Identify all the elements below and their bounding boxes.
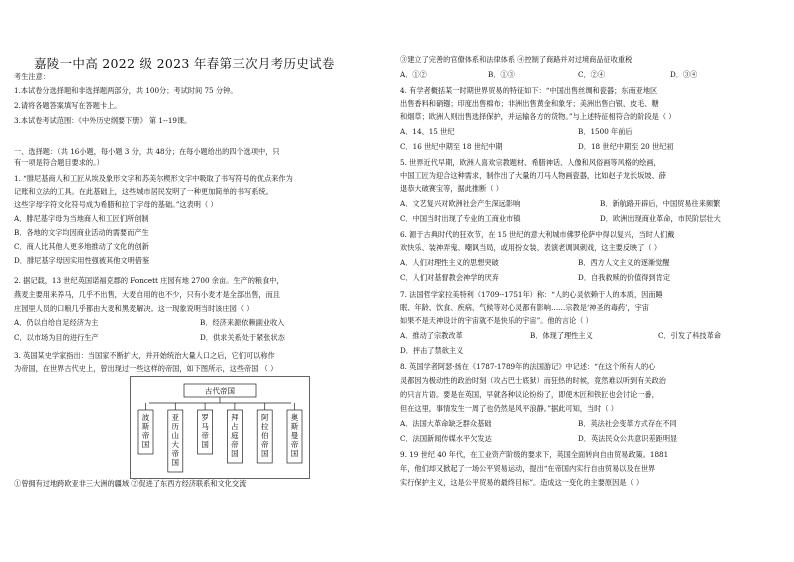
q5-option-d: D．欧洲出现商业革命，市民阶层壮大	[600, 214, 721, 223]
q7-line1: 7. 法国哲学家拉美特利（1709--1751年）称：“人的心灵依赖于人的本质，因而睡	[400, 290, 663, 299]
q7-line2: 眠、年龄、饮食、疾病、气候等对心灵都有影响……宗教是‘神圣的毒药’，宇宙	[400, 303, 649, 312]
q1-line1: 1. “腓尼基商人和工匠从埃及象形文字和苏美尔楔形文字中吸取了书写符号的优点来作为	[14, 174, 293, 183]
empire-diagram	[130, 376, 310, 479]
q1-option-b: B．各地的文字均因商业活动的需要而产生	[14, 228, 149, 237]
diagram-child-label-5: 奥斯曼帝国	[290, 413, 299, 458]
q9-line2: 年，他们却又掀起了一场公平贸易运动，提出“在帝国内实行自由贸易以及在世界	[400, 464, 656, 473]
q8-option-d: D．英法民众公共意识差距明显	[578, 434, 678, 443]
q2-option-c: C．以市场为目的进行生产	[14, 333, 99, 342]
q8-option-a: A．法国大革命缺乏群众基础	[400, 419, 492, 428]
q4-option-a: A．14、15 世纪	[400, 127, 455, 136]
q2-option-b: B．经济来源依赖副业收入	[200, 318, 285, 327]
q3-line2: 为帝国，在世界古代史上，曾出现过一些这样的帝国，如下图所示，这些帝国 （ ）	[14, 364, 278, 373]
q8-line2: 灵都因为极动性的政治时刻（攻占巴士底狱）而狂热的时候，竟然难以听到有关政治	[400, 376, 666, 385]
notice-1: 1.本试卷分选择题和非选择题两部分，共 100分；考试时间 75 分钟。	[14, 86, 238, 95]
section1-line1: 一、选择题：（共 16小题，每小题 3 分，共 48分；在每小题给出的四个选项中，只	[14, 147, 280, 156]
q5-option-c: C．中国当时出现了专业的工商业市镇	[400, 214, 521, 223]
q3-line1: 3. 英国某史学家指出：当国家不断扩大，并开始统治大量人口之后，它们可以称作	[14, 351, 275, 360]
q5-line2: 中国工匠为迎合这种需求，制作出了大量的刀马人物画瓷器，比如赵子龙长坂坡、薛	[400, 171, 666, 180]
q3-option-a: A．①②	[400, 70, 427, 79]
q4-option-b: B．1500 年前后	[578, 127, 633, 136]
q7-option-c: C．引发了科技革命	[658, 331, 722, 340]
q2-line3: 庄园里人员的口粮几乎都由大麦和黑麦解决。这一现象说明当时该庄园（ ）	[14, 304, 254, 313]
q3-option-c: C．②④	[578, 70, 606, 79]
q6-option-b: B．西方人文主义的逐渐觉醒	[578, 258, 670, 267]
q3-option-d: D．③④	[670, 70, 698, 79]
q4-line2: 出售香料和硝镪；印度出售棉布；非洲出售黄金和象牙；美洲出售白银、皮毛、糖	[400, 99, 659, 108]
q5-line3: 退恭大破赛宝等，据此推断（ ）	[400, 184, 503, 193]
q8-option-b: B．英法社会变革方式存在不同	[578, 419, 677, 428]
q8-line4: 但在这里，事情发生一周了也仍然是风平浪静。”据此可知，当时（ ）	[400, 404, 618, 413]
q4-line3: 和烟草；欧洲人则出售选择保护，并运输各方的货物。”与上述特征相符合的阶段是（ ）	[400, 112, 676, 121]
q2-option-d: D．供求关系处于紧张状态	[200, 333, 285, 342]
q1-line2: 记账和立法的工具。在此基础上，这些城市居民发明了一种更加简单的书写系统。	[14, 187, 273, 196]
q5-option-a: A．文艺复兴对欧洲社会产生深远影响	[400, 199, 521, 208]
diagram-child-label-1: 亚历山大帝国	[171, 413, 180, 467]
q7-option-d: D．抨击了禁欲主义	[400, 346, 464, 355]
diagram-child-label-4: 阿拉伯帝国	[260, 413, 269, 458]
q2-line1: 2. 据记载，13 世纪英国诺福克郡的 Foncett 庄园有地 2700 余亩。生产的粮食中，	[14, 276, 284, 285]
q1-option-d: D．腓尼基字母因实用性强被其他文明借鉴	[14, 256, 150, 265]
diagram-child-label-2: 罗马帝国	[201, 413, 209, 449]
q6-option-d: D．自我救赎的价值得到肯定	[578, 273, 671, 282]
q1-option-c: C．商人比其他人更多地推动了文化的创新	[14, 242, 149, 251]
notice-2: 2.请将各题答案填写在答题卡上。	[14, 101, 122, 110]
q6-line1: 6. 源于古典时代的狂欢节，在 15 世纪的意大利城市佛罗伦萨中得以复兴，当时人们戴	[400, 230, 675, 239]
q8-line1: 8. 英国学者阿瑟·扬在《1787-1789年的法国游记》中记述：“在这个所有人的心	[400, 362, 656, 371]
q6-option-a: A．人们对理性主义的思想突破	[400, 258, 499, 267]
diagram-child-label-3: 拜占庭帝国	[231, 413, 239, 458]
q8-option-c: C．法国新闻传媒水平欠发达	[400, 434, 492, 443]
q7-option-a: A．推动了宗教改革	[400, 331, 463, 340]
q9-line1: 9. 19 世纪 40 年代，在工业资产阶级的要求下，英国全面转向自由贸易政策。1881	[400, 450, 669, 459]
section1-line2: 有一项是符合题目要求的。）	[14, 158, 104, 167]
q1-option-a: A．腓尼基字母为当地商人和工匠们所创制	[14, 214, 149, 223]
notice-head: 考生注意：	[14, 72, 50, 81]
q5-option-b: B．新航路开辟后，中国贸易往来频繁	[600, 199, 721, 208]
q3-partial: ①曾拥有过地跨欧亚非三大洲的疆域 ②促进了东西方经济联系和文化交流	[14, 479, 247, 488]
exam-title: 嘉陵一中高 2022 级 2023 年春第三次月考历史试卷	[34, 56, 335, 71]
q2-option-a: A．仍以自给自足经济为主	[14, 318, 99, 327]
q4-option-d: D．18 世纪中期至 20 世纪初	[578, 142, 674, 151]
q6-line2: 欢快乐、装神弄鬼、嘲讽当局，或用扮女装、表演老调讽刺戏，这主要反映了（ ）	[400, 243, 662, 252]
q7-line3: 如果不是天神设计的宇宙就不是快乐的宇宙”。他的言论（ ）	[400, 316, 593, 325]
q9-line3: 实行保护主义，这是公平贸易的最终目标”。造成这一变化的主要原因是（ ）	[400, 478, 644, 487]
diagram-children	[138, 403, 302, 472]
notice-3: 3.本试卷考试范围：《中外历史纲要下册》 第 1--19课。	[14, 116, 192, 125]
q4-option-c: C．16 世纪中期至 18 世纪中期	[400, 142, 503, 151]
q7-option-b: B．体现了理性主义	[530, 331, 593, 340]
q3-cont: ③建立了完善的官僚体系和法律体系 ④控制了商路并对过境商品征收重税	[400, 55, 633, 64]
q2-line2: 燕麦主要用来养马，几乎不出售，大麦自用的也不少，只有小麦才是全部出售，而且	[14, 290, 280, 299]
q3-option-b: B．①③	[488, 70, 515, 79]
q8-line3: 的只言片语。要是在英国，早就各种议论纷纷了，即使木匠和铁匠也会讨论一番，	[400, 390, 659, 399]
q1-line3: 这些字母字符文化符号成为希腊和拉丁字母的基础。”这表明（ ）	[14, 200, 218, 209]
q6-option-c: C．人们对基督教会神学的厌弃	[400, 273, 499, 282]
diagram-child-label-0: 波斯帝国	[141, 413, 150, 449]
q5-line1: 5. 世界近代早期，欧洲人喜欢宗教题材、希腊神话、人像和风俗画等风格的绘画，	[400, 158, 661, 167]
q4-line1: 4. 有学者概括某一时期世界贸易的特征如下：“中国出售丝绸和瓷器；东南亚地区	[400, 86, 658, 95]
diagram-root-label: 古代帝国	[205, 386, 235, 396]
